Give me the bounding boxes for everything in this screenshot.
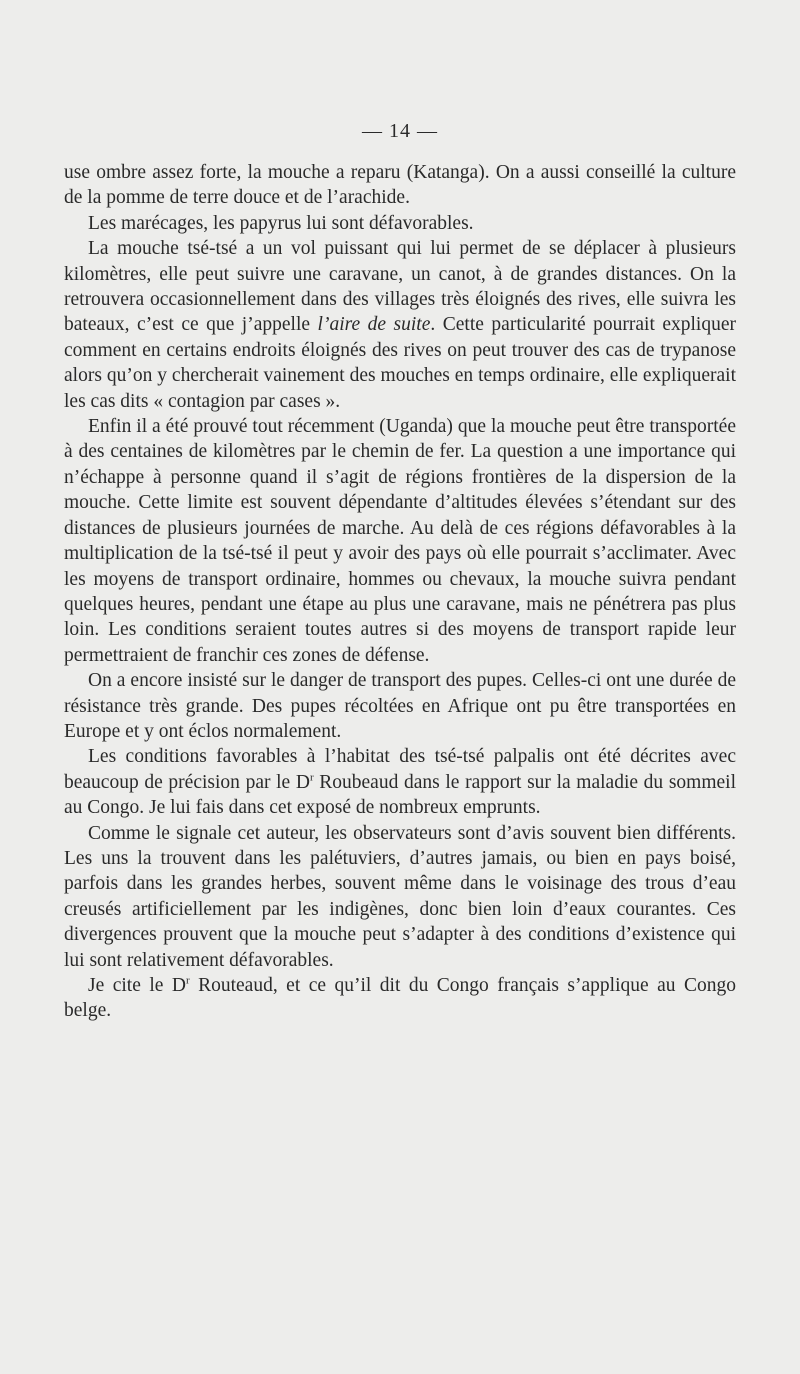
paragraph-8 (64, 973, 736, 1024)
paragraph-6-superscript: r (309, 771, 314, 784)
paragraph-3-text-b: . Cette particularité pourrait expliquer comment en certains endroits éloignés des rives on peut trouver des cas de trypanose alors qu’on y chercherait vainement des mouches en temps ordinaire, elle expliquerait les cas dits « contagion par cases ». (64, 314, 737, 412)
paragraph-4: Enfin il a été prouvé tout récemment (Uganda) que la mouche peut être transportée à des centaines de kilomètres par le chemin de fer. La question a une importance qui n’échappe à personne quand il s’agit de régions frontières de la dispersion de la mouche. Cette limite est souvent dépendante d’altitudes élevées s’étendant sur des distances de plusieurs journées de marche. Au delà de ces régions défavorables à la multiplication de la tsé-tsé il peut y avoir des pays où elle pourrait s’acclimater. Avec les moyens de transport ordinaire, hommes ou chevaux, la mouche suivra pendant quelques heures, pendant une étape au plus une caravane, mais ne pénétrera pas plus loin. Les conditions seraient toutes autres si des moyens de transport rapide leur permettraient de franchir ces zones de défense. (64, 416, 736, 666)
paragraph-6 (64, 744, 736, 820)
paragraph-8-superscript: r (185, 974, 190, 987)
paragraph-5: On a encore insisté sur le danger de transport des pupes. Celles-ci ont une durée de résistance très grande. Des pupes récoltées en Afrique ont pu être transportées en Europe et y ont éclos normalement. (64, 670, 736, 742)
paragraph-3-text-a: La mouche tsé-tsé a un vol puissant qui lui permet de se déplacer à plusieurs kilomètres, elle peut suivre une caravane, un canot, à de grandes distances. On la retrouvera occasionnellement dans des villages très éloignés des rives, elle suivra les bateaux, c’est ce que j’appelle (64, 238, 736, 336)
paragraph-8-text-a: Je cite le D (88, 975, 186, 996)
paragraph-8-text-b: Routeaud, et ce qu’il dit du Congo français s’applique au Congo belge. (64, 975, 737, 1022)
paragraph-6-text-a: Les conditions favorables à l’habitat des tsé-tsé palpalis ont été décrites avec beaucoup de précision par le D (64, 746, 736, 793)
page-number: — 14 — (362, 120, 438, 142)
paragraph-7: Comme le signale cet auteur, les observateurs sont d’avis souvent bien différents. Les uns la trouvent dans les palétuviers, d’autres jamais, ou bien en pays boisé, parfois dans les grandes herbes, souvent même dans le voisinage des trous d’eau creusés artificiellement par les indigènes, donc bien loin d’eaux courantes. Ces divergences prouvent que la mouche peut s’adapter à des conditions d’existence qui lui sont relativement défavorables. (64, 822, 736, 971)
paragraph-6-text-b: Roubeaud dans le rapport sur la maladie du sommeil au Congo. Je lui fais dans cet exposé de nombreux emprunts. (64, 771, 736, 819)
paragraph-3 (64, 236, 736, 414)
paragraph-3-italic: l’aire de suite (317, 314, 431, 336)
body-text (64, 160, 736, 1024)
paragraph-2: Les marécages, les papyrus lui sont défavorables. (88, 212, 474, 234)
paragraph-1: use ombre assez forte, la mouche a reparu (Katanga). On a aussi conseillé la culture de la pomme de terre douce et de l’arachide. (64, 162, 736, 209)
